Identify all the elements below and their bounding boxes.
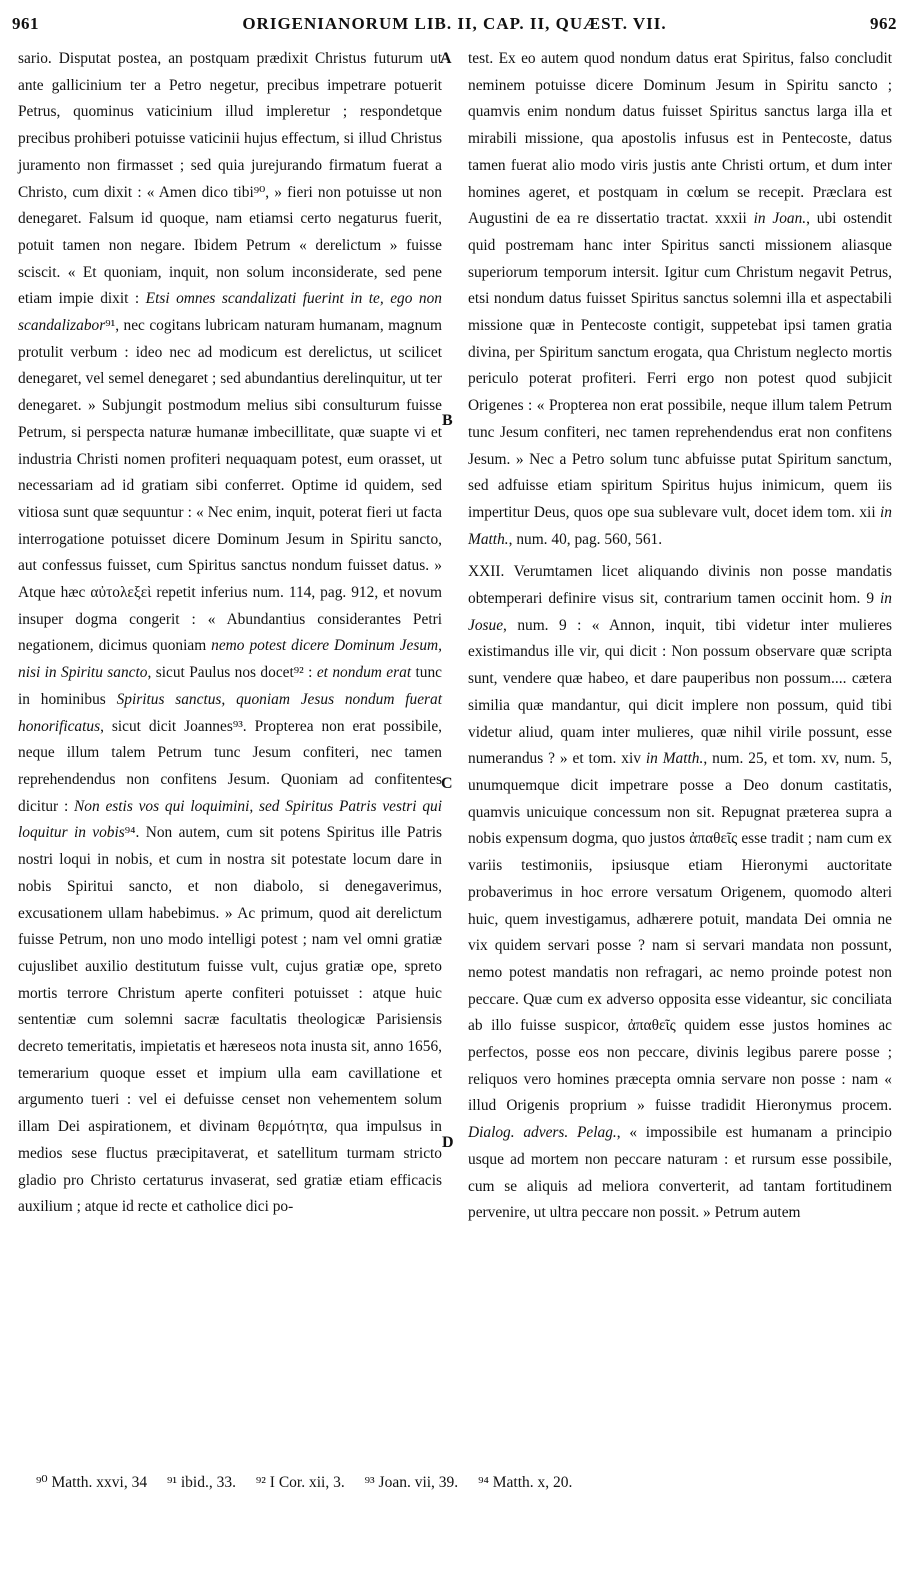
- margin-letter-a: A: [440, 50, 452, 67]
- margin-letter-d: D: [442, 1134, 454, 1151]
- footnotes: [36, 1473, 873, 1492]
- right-paragraph-1: test. Ex eo autem quod nondum datus erat Spiritus, falso concludit neminem potuisse dicere Dominum Jesum in Spiritu sancto ; quamvis enim nondum datus fuisset Spiritus sanctus larga illa et mirabili missione, qua apostolis infusus est in Pentecoste, datus tamen fuerat alio modo viris justis ante Christi ortum, et dum inter homines ageret, et postquam in cœlum se recepit. Præclara est Augustini de ea re dissertatio tractat. xxxii in Joan., ubi ostendit quid postremam hanc inter Spiritus sancti missionem aliasque superiorum temporum intersit. Igitur cum Christum negavit Petrus, etsi nondum datus fuisset Spiritus sanctus solemni illa et aspectabili missione quæ in Pentecoste contigit, suppetebat ipsi tamen gratia divina, per Spiritum sanctum erogata, qua Christum neglecto mortis periculo poterat profiteri. Ferri ergo non potest quod subjicit Origenes : « Propterea non erat possibile, neque illum talem Petrum tunc Jesum confiteri, nec tamen reprehendendus erat non confitens Jesum. » Nec a Petro solum tunc abfuisse putat Spiritum sanctum, sed adfuisse etiam spiritum Spiritus hujus inimicum, quem iis impertitur Deus, quos ope sua sublevare vult, docet idem tom. xii in Matth., num. 40, pag. 560, 561.: [468, 50, 892, 548]
- footnote-90: ⁹⁰ Matth. xxvi, 34: [36, 1474, 148, 1491]
- left-column: [18, 46, 442, 1221]
- margin-letter-b: B: [442, 412, 453, 429]
- footnote-91: ⁹¹ ibid., 33.: [166, 1474, 236, 1491]
- page-number-right: 962: [870, 14, 897, 33]
- footnote-92: ⁹² I Cor. xii, 3.: [255, 1474, 345, 1491]
- footnote-94: ⁹⁴ Matth. x, 20.: [478, 1474, 573, 1491]
- left-paragraph: sario. Disputat postea, an postquam prædixit Christus futurum ut ante gallicinium ter a Petro negetur, precibus impetrare potuerit Petrus, quominus vaticinium illud impleretur ; respondetque precibus prohiberi potuisse vaticinii hujus effectum, si illud Christus juramento non firmasset ; sed quia jurejurando firmatum fuerat a Christo, cum dixit : « Amen dico tibi⁹⁰, » fieri non potuisse ut non denegaret. Falsum id quoque, nam etiamsi certo negaturus fuerit, potuit tamen non negare. Ibidem Petrum « derelictum » fuisse sciscit. « Et quoniam, inquit, non solum inconsiderate, sed pene etiam impie dixit : Etsi omnes scandalizati fuerint in te, ego non scandalizabor⁹¹, nec cogitans lubricam naturam humanam, magnum protulit verbum : ideo nec ad modicum est derelictus, ut scilicet denegaret, vel semel denegaret ; sed abundantius derelinquitur, ut ter denegaret. » Subjungit postmodum melius sibi consulturum fuisse Petrum, si perspecta naturæ humanæ imbecillitate, quæ suapte vi et industria Christi nomen profiteri nequaquam potest, eum orasset, ut necessariam ad id gratiam sibi conferret. Optime id quidem, sed vitiosa sunt quæ sequuntur : « Nec enim, inquit, poterat fieri ut facta interrogatione potuisset dicere Dominum Jesum in Spiritu sancto, aut confessus fuisset, cum Spiritus sanctus nondum fuisset datus. » Atque hæc αὐτολεξεὶ repetit inferius num. 114, pag. 912, et novum insuper dogma congerit : « Abundantius considerantes Petri negationem, dicimus quoniam nemo potest dicere Dominum Jesum, nisi in Spiritu sancto, sicut Paulus nos docet⁹² : et nondum erat tunc in hominibus Spiritus sanctus, quoniam Jesus nondum fuerat honorificatus, sicut dicit Joannes⁹³. Propterea non erat possibile, neque illum talem Petrum tunc Jesum confiteri, nec tamen reprehendendus non confitens Jesum. Quoniam ad confitentes dicitur : Non estis vos qui loquimini, sed Spiritus Patris vestri qui loquitur in vobis⁹⁴. Non autem, cum sit potens Spiritus ille Patris nostri loqui in nobis, et cum in nostra sit potestate locum dare in nobis Spiritui sancto, et non diabolo, si denegaverimus, excusationem ullam habebimus. » Ac primum, quod ait derelictum fuisse Petrum, non uno modo intelligi potest ; nam vel omni gratiæ cujuslibet auxilio destitutum fuisse vult, cujus gratiæ ope, spreto mortis terrore Christum aperte confiteri potuisset : atque huic sententiæ cum solemni sacræ facultatis theologicæ Parisiensis decreto temeritatis, impietatis et hæreseos nota inusta sit, anno 1656, temerarium quoque esset et impium ulla eam cavillatione et argumento tueri : vel ei defuisse censet non vehementem solum illam Dei aspirationem, et divinam θερμότητα, qua impulsus in medios sese fluctus præcipitaverat, et satellitum turmam stricto gladio pro Christo certaturus invaserat, sed gratiæ etiam efficacis auxilium ; atque id recte et catholice dici po-: [18, 50, 443, 1216]
- right-paragraph-2: XXII. Verumtamen licet aliquando divinis non posse mandatis obtemperari definire visus sit, contrarium tamen occinit hom. 9 in Josue, num. 9 : « Annon, inquit, tibi videtur inter mulieres existimandus ille vir, qui dicit : Non possum observare quæ scripta sunt, vendere quæ habeo, et dare pauperibus non possum.... cætera similia quæ mandantur, qui dicit implere non possum, quid tibi videtur aliud, quam inter mulieres, quæ nihil virile possunt, esse numerandus ? » et tom. xiv in Matth., num. 25, et tom. xv, num. 5, unumquemque dicit impetrare posse a Deo donum castitatis, quamvis unicuique concessum non sit. Repugnat præterea supra a nobis expensum dogma, quo justos ἀπαθεῖς esse tradit ; nam cum ex variis testimoniis, ipsiusque etiam Hieronymi auctoritate probaverimus in hoc errore versatum Origenem, quomodo alteri huic, quem investigamus, adhærere potuit, mandata Dei omnia ne vix quidem servari posse ? nam si servari mandata non possunt, nemo potest mandatis non refragari, ac nemo proinde potest non peccare. Quæ cum ex adverso opposita esse videantur, sic conciliata ab illo fuisse suspicor, ἀπαθεῖς quidem esse justos homines ac perfectos, posse eos non peccare, divinis legibus parere posse ; reliquos vero homines præcepta omnia servare non posse : nam « illud Origenis proprium » fuisse tradidit Hieronymus procem. Dialog. advers. Pelag., « impossibile est humanam a principio usque ad mortem non peccare naturam : et rursum esse possibile, cum se aliquis ad meliora converterit, ad tantam fortitudinem pervenire, ut ultra peccare non possit. » Petrum autem: [468, 563, 892, 1222]
- running-title: ORIGENIANORUM LIB. II, CAP. II, QUÆST. VII.: [242, 14, 667, 33]
- page-number-left: 961: [12, 14, 39, 33]
- running-header: [12, 8, 897, 38]
- right-column: [468, 46, 892, 1227]
- margin-letter-c: C: [441, 775, 453, 792]
- footnote-93: ⁹³ Joan. vii, 39.: [364, 1474, 459, 1491]
